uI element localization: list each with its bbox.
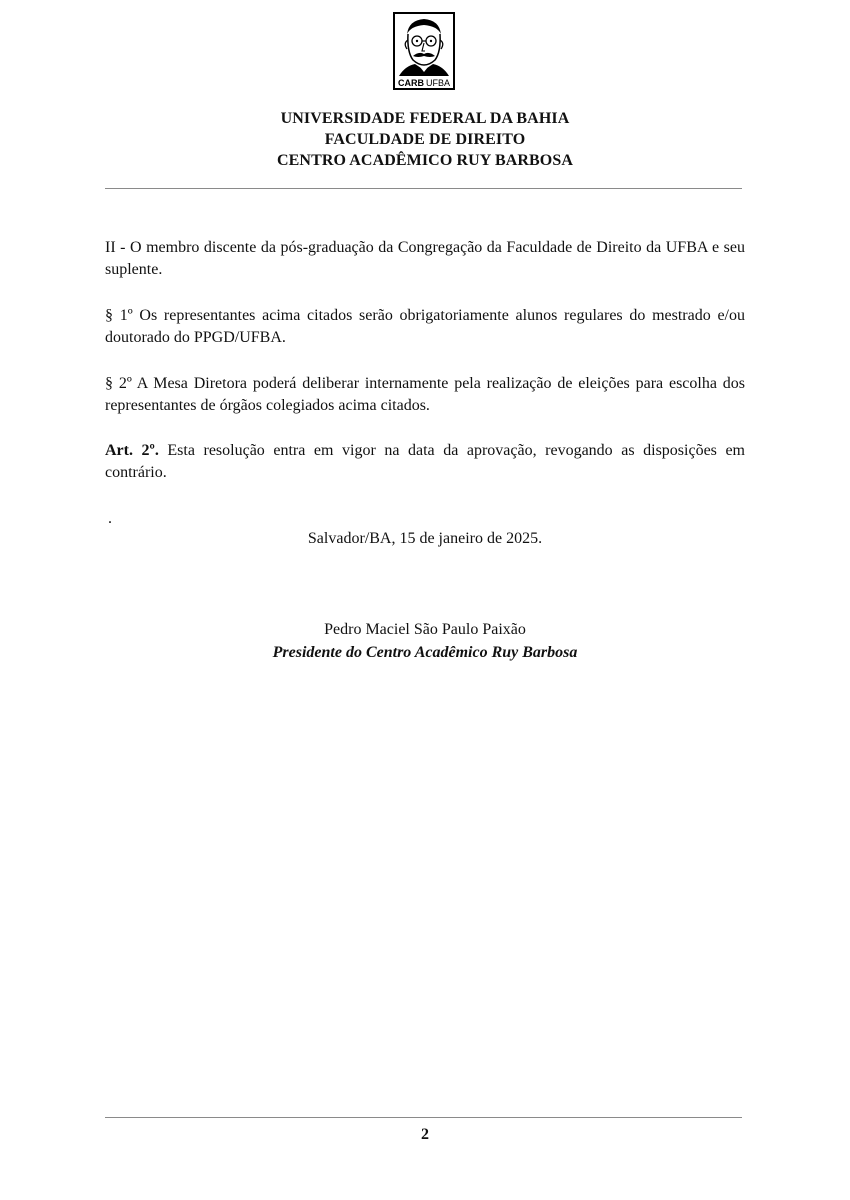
article-2-label: Art. 2º. (105, 442, 159, 459)
carb-ufba-logo (393, 12, 455, 90)
paragraph-article-2 (105, 440, 745, 484)
footer-divider (105, 1117, 742, 1118)
signatory-role: Presidente do Centro Acadêmico Ruy Barbosa (272, 644, 578, 661)
paragraph-section-1: § 1º Os representantes acima citados serão obrigatoriamente alunos regulares do mestrado e/ou doutorado do PPGD/UFBA. (105, 307, 745, 346)
page-number: 2 (421, 1126, 429, 1143)
paragraph-item-ii: II - O membro discente da pós-graduação da Congregação da Faculdade de Direito da UFBA e seu suplente. (105, 239, 745, 278)
stray-dot: . (108, 510, 112, 527)
article-2-text: Esta resolução entra em vigor na data da aprovação, revogando as disposições em contrário. (105, 442, 745, 481)
header-faculty: FACULDADE DE DIREITO (324, 131, 526, 148)
document-date: Salvador/BA, 15 de janeiro de 2025. (307, 530, 543, 547)
logo-text-carb: CARB (398, 78, 424, 88)
document-header (0, 108, 850, 171)
logo-text-ufba: UFBA (426, 78, 451, 88)
signatory-name: Pedro Maciel São Paulo Paixão (324, 621, 526, 638)
header-divider (105, 188, 742, 189)
header-university: UNIVERSIDADE FEDERAL DA BAHIA (280, 110, 570, 127)
paragraph-section-2: § 2º A Mesa Diretora poderá deliberar internamente pela realização de eleições para escolha dos representantes de órgãos colegiados acima citados. (105, 375, 745, 414)
portrait-logo-icon (393, 12, 455, 90)
header-center: CENTRO ACADÊMICO RUY BARBOSA (276, 152, 573, 169)
